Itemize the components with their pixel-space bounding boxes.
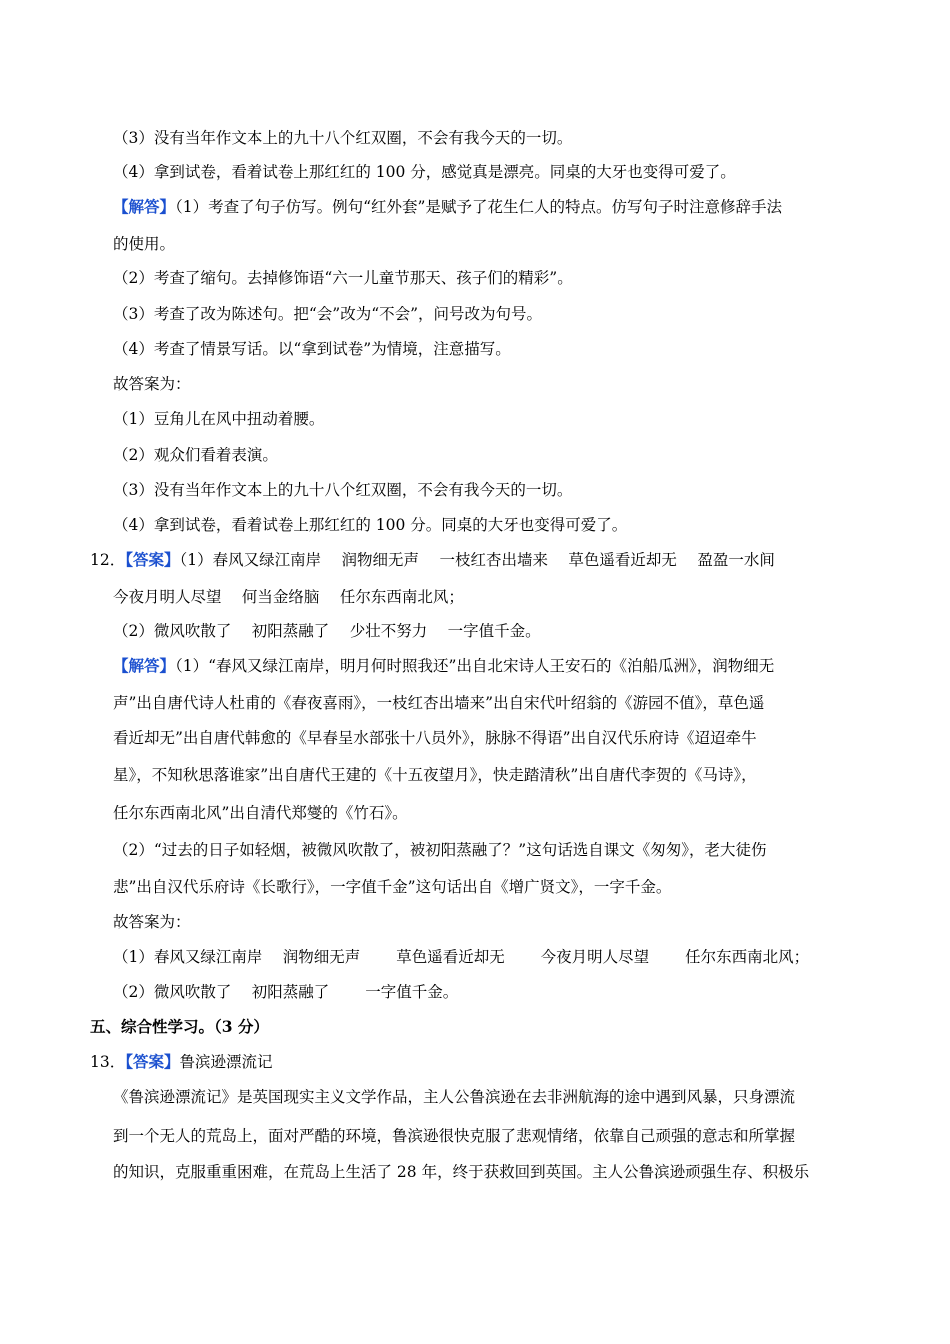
text-line [113, 656, 774, 676]
text-line: （3）没有当年作文本上的九十八个红双圈，不会有我今天的一切。 [113, 129, 573, 147]
text-line: （4）拿到试卷，看着试卷上那红红的 100 分。同桌的大牙也变得可爱了。 [113, 516, 628, 534]
answer-label: 【答案】 [125, 550, 180, 569]
text-line: 《鲁滨逊漂流记》是英国现实主义文学作品，主人公鲁滨逊在去非洲航海的途中遇到风暴，只身漂流 [113, 1088, 796, 1106]
text-span: （1）“春风又绿江南岸，明月何时照我还”出自北宋诗人王安石的《泊船瓜洲》，润物细无 [175, 657, 775, 675]
text-line: 任尔东西南北风”出自清代郑燮的《竹石》。 [113, 804, 408, 822]
text-span: （1）春风又绿江南岸 润物细无声 一枝红杏出墙来 草色遥看近却无 盈盈一水间 [179, 551, 775, 569]
text-line: 看近却无”出自唐代韩愈的《早春呈水部张十八员外》，脉脉不得语”出自汉代乐府诗《迢迢牵牛 [113, 729, 757, 747]
text-line: 的使用。 [113, 235, 176, 253]
text-line: （2）“过去的日子如轻烟，被微风吹散了，被初阳蒸融了？”这句话选自课文《匆匆》，老大徒伤 [113, 841, 767, 859]
text-line: 故答案为： [113, 375, 191, 393]
jieda-label: 【解答】 [113, 197, 176, 216]
text-span: （1）考查了句子仿写。例句“红外套”是赋予了花生仁人的特点。仿写句子时注意修辞手法 [175, 198, 782, 216]
text-line: 到一个无人的荒岛上，面对严酷的环境，鲁滨逊很快克服了悲观情绪，依靠自己顽强的意志和所掌握 [113, 1127, 796, 1145]
text-line: （2）考查了缩句。去掉修饰语“六一儿童节那天、孩子们的精彩”。 [113, 269, 573, 287]
text-line: 悲”出自汉代乐府诗《长歌行》，一字值千金”这句话出自《增广贤文》，一字千金。 [113, 878, 672, 896]
text-line: 的知识，克服重重困难，在荒岛上生活了 28 年，终于获救回到英国。主人公鲁滨逊顽强生存、积极乐 [113, 1163, 810, 1181]
text-line: （4）考查了情景写话。以“拿到试卷”为情境，注意描写。 [113, 340, 511, 358]
text-line: （1）春风又绿江南岸 润物细无声 草色遥看近却无 今夜月明人尽望 任尔东西南北风； [113, 948, 810, 966]
text-line: （4）拿到试卷，看着试卷上那红红的 100 分，感觉真是漂亮。同桌的大牙也变得可爱了。 [113, 163, 736, 181]
text-line [113, 197, 782, 217]
text-line: 今夜月明人尽望 何当金络脑 任尔东西南北风； [113, 588, 464, 606]
question-13-answer-line [90, 1052, 273, 1072]
text-span: 鲁滨逊漂流记 [179, 1053, 273, 1071]
question-12-answer-line [90, 550, 775, 570]
jieda-label: 【解答】 [113, 656, 176, 675]
question-number: 13． [90, 1053, 126, 1071]
text-line: （1）豆角儿在风中扭动着腰。 [113, 410, 325, 428]
section-heading: 五、综合性学习。（3 分） [90, 1017, 269, 1036]
text-line: （2）微风吹散了 初阳蒸融了 一字值千金。 [113, 983, 459, 1001]
text-line: 故答案为： [113, 913, 191, 931]
text-line: 声”出自唐代诗人杜甫的《春夜喜雨》，一枝红杏出墙来”出自宋代叶绍翁的《游园不值》，草色遥 [113, 694, 765, 712]
question-number: 12． [90, 551, 126, 569]
text-line: 星》，不知秋思落谁家”出自唐代王建的《十五夜望月》，快走踏清秋”出自唐代李贺的《马诗》， [113, 766, 757, 784]
text-line: （2）微风吹散了 初阳蒸融了 少壮不努力 一字值千金。 [113, 622, 541, 640]
text-line: （3）没有当年作文本上的九十八个红双圈，不会有我今天的一切。 [113, 481, 573, 499]
text-line: （2）观众们看着表演。 [113, 446, 278, 464]
text-line: （3）考查了改为陈述句。把“会”改为“不会”，问号改为句号。 [113, 305, 543, 323]
answer-label: 【答案】 [125, 1052, 180, 1071]
